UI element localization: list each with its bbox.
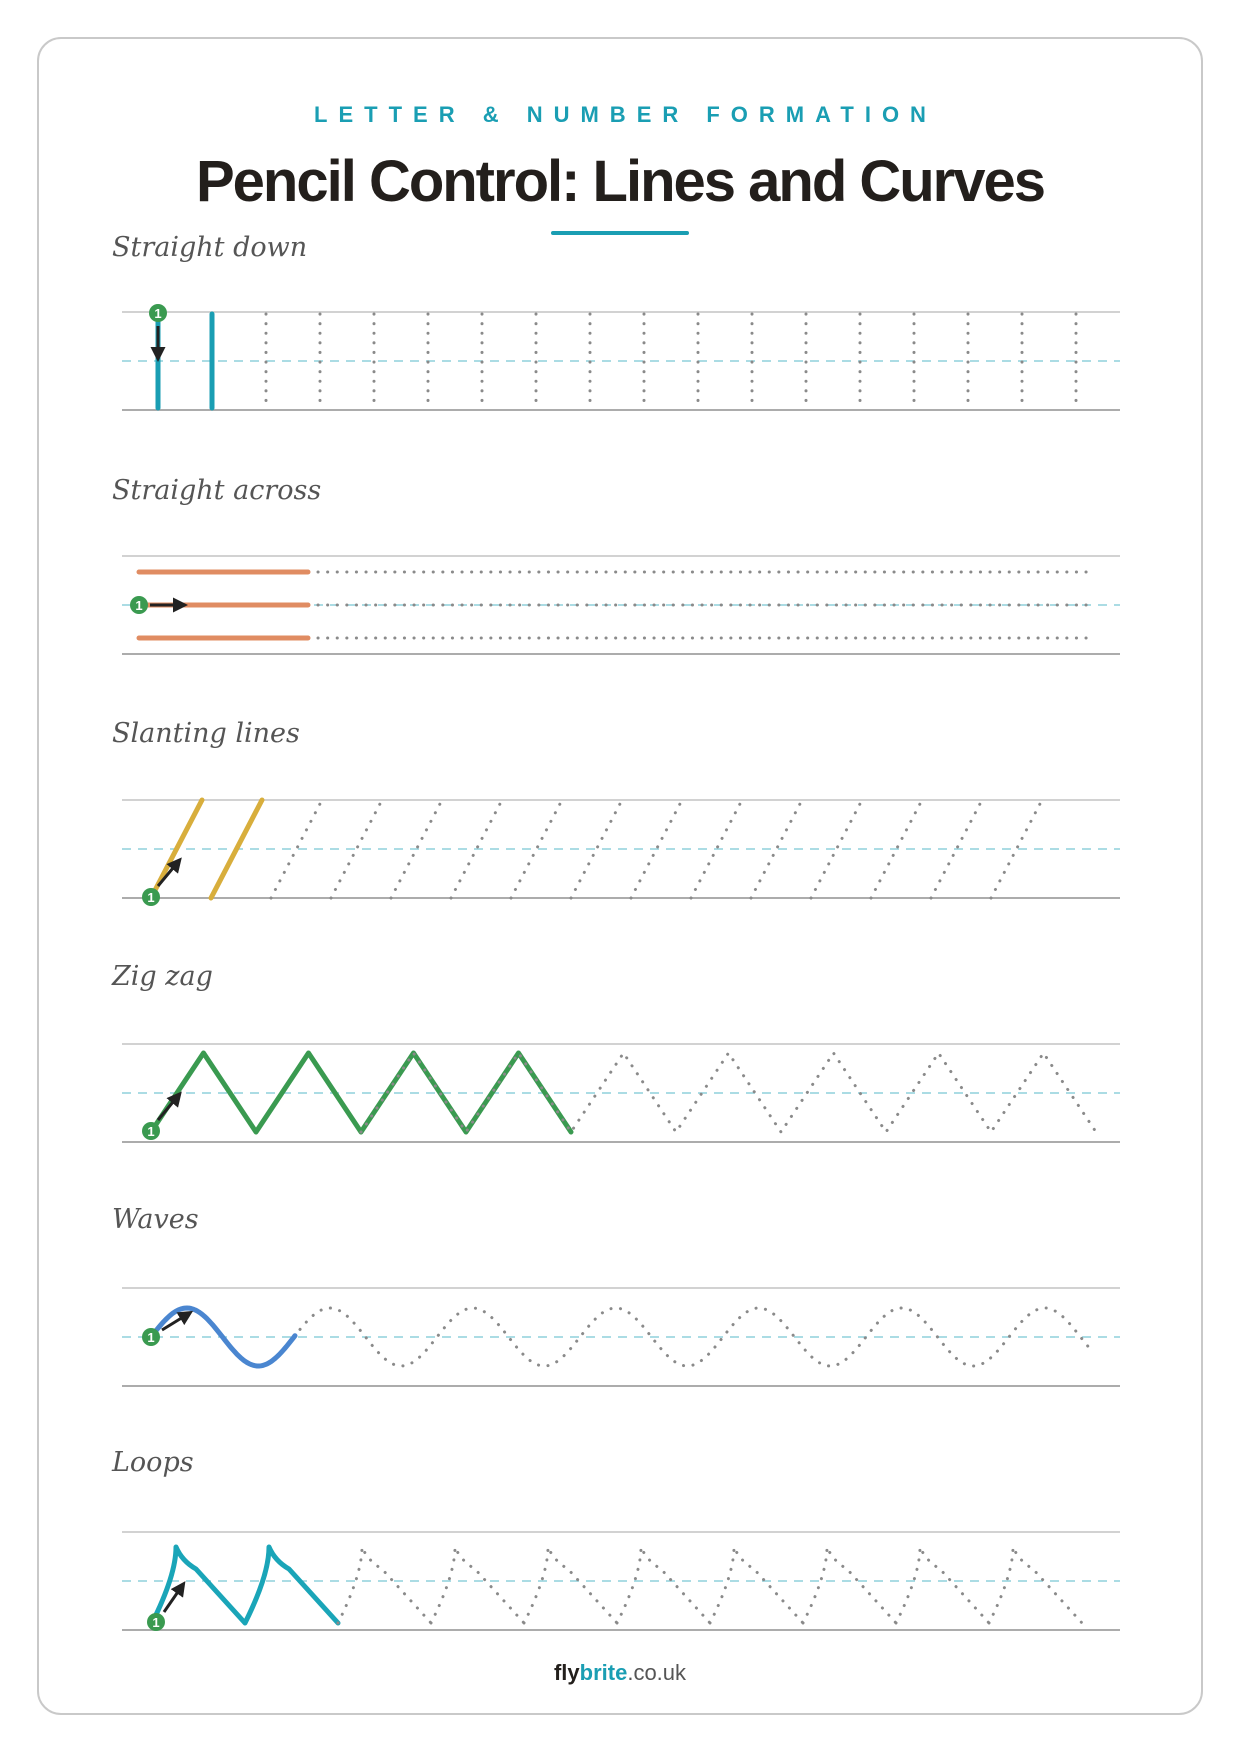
brand-brite: brite	[579, 1660, 628, 1685]
start-number: 1	[147, 1124, 155, 1139]
start-number: 1	[152, 1615, 160, 1630]
loop-stroke	[152, 1547, 338, 1623]
start-number: 1	[147, 1330, 155, 1345]
section-label-loops: Loops	[112, 1447, 194, 1478]
worksheet-kicker: LETTER & NUMBER FORMATION	[314, 102, 937, 127]
section-label-slanting-lines: Slanting lines	[112, 718, 300, 749]
brand-footer	[0, 1660, 1240, 1686]
start-markers	[130, 304, 188, 1631]
section-label-straight-down: Straight down	[112, 232, 308, 263]
guide-lines	[122, 312, 1120, 1630]
start-number: 1	[135, 598, 143, 613]
brand-fly: fly	[553, 1660, 580, 1685]
section-label-zig-zag: Zig zag	[112, 961, 213, 992]
section-label-waves: Waves	[112, 1204, 199, 1235]
direction-arrow-icon	[158, 1096, 178, 1120]
start-number: 1	[147, 890, 155, 905]
start-number: 1	[154, 306, 162, 321]
worksheet-title: Pencil Control: Lines and Curves	[195, 149, 1045, 214]
brand-domain: .co.uk	[627, 1660, 687, 1685]
trace-paths	[139, 314, 1096, 1623]
section-label-straight-across: Straight across	[112, 475, 322, 506]
loop-trace-line	[338, 1547, 1082, 1623]
